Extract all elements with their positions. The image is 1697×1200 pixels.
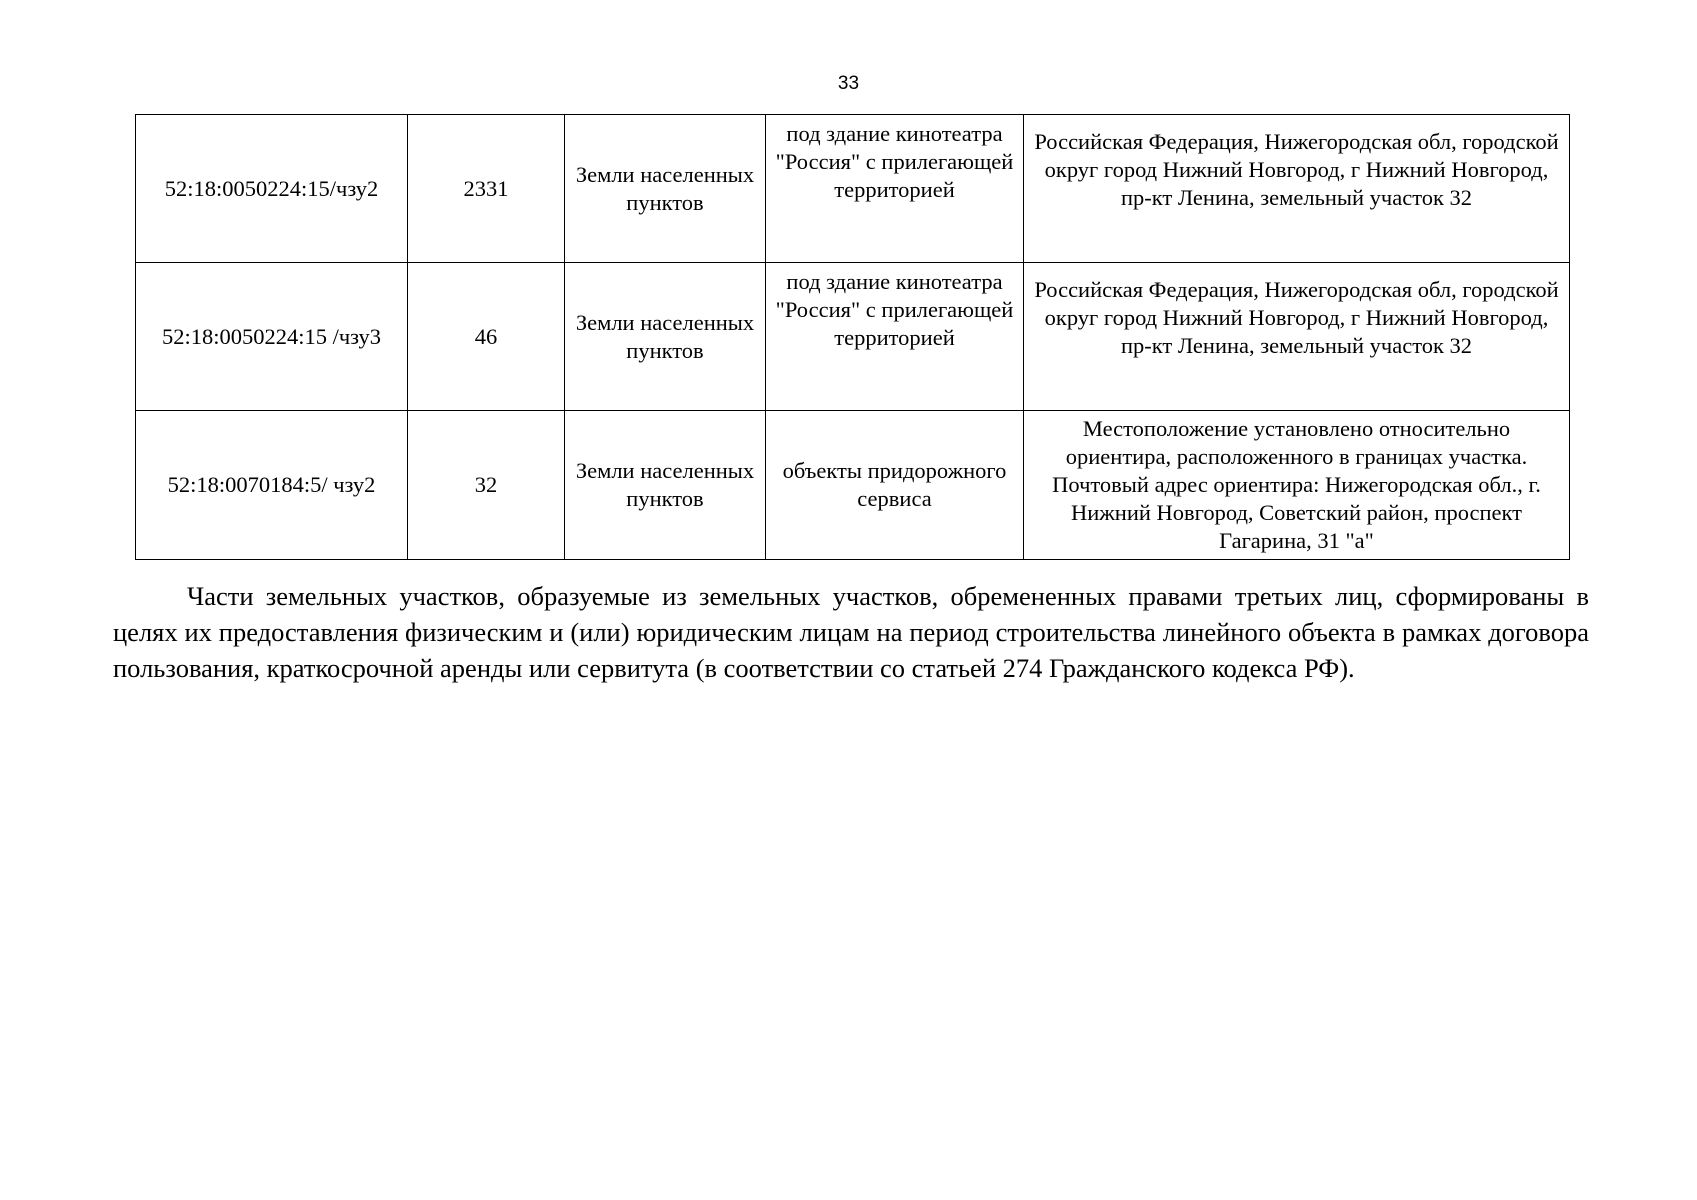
permitted-use-cell: объекты придорожного сервиса — [766, 411, 1024, 560]
address-cell: Местоположение установлено относительно ориентира, расположенного в границах участка. Почтовый адрес ориентира: Нижегородская обл., г. Нижний Новгород, Советский район, проспект Гагарина, 31 "а" — [1024, 411, 1570, 560]
table-row — [136, 263, 1570, 411]
permitted-use-cell: под здание кинотеатра "Россия" с прилегающей территорией — [766, 263, 1024, 411]
land-category-cell: Земли населенных пунктов — [565, 115, 766, 263]
page-number: 33 — [837, 73, 860, 94]
area-cell: 46 — [408, 263, 565, 411]
address-cell: Российская Федерация, Нижегородская обл, городской округ город Нижний Новгород, г Нижний Новгород, пр-кт Ленина, земельный участок 32 — [1024, 263, 1570, 411]
area-cell: 32 — [408, 411, 565, 560]
land-category-cell: Земли населенных пунктов — [565, 263, 766, 411]
area-cell: 2331 — [408, 115, 565, 263]
cadastral-number-cell: 52:18:0050224:15 /чзу3 — [136, 263, 408, 411]
permitted-use-cell: под здание кинотеатра "Россия" с прилегающей территорией — [766, 115, 1024, 263]
table-row — [136, 115, 1570, 263]
address-cell: Российская Федерация, Нижегородская обл, городской округ город Нижний Новгород, г Нижний Новгород, пр-кт Ленина, земельный участок 32 — [1024, 115, 1570, 263]
cadastral-number-cell: 52:18:0070184:5/ чзу2 — [136, 411, 408, 560]
table-row — [136, 411, 1570, 560]
land-category-cell: Земли населенных пунктов — [565, 411, 766, 560]
explanatory-paragraph: Части земельных участков, образуемые из земельных участков, обремененных правами третьих лиц, сформированы в целях их предоставления физическим и (или) юридическим лицам на период строительства линейного объекта в рамках договора пользования, краткосрочной аренды или сервитута (в соответствии со статьей 274 Гражданского кодекса РФ). — [113, 581, 1589, 683]
cadastral-number-cell: 52:18:0050224:15/чзу2 — [136, 115, 408, 263]
land-parcels-table — [135, 114, 1570, 560]
